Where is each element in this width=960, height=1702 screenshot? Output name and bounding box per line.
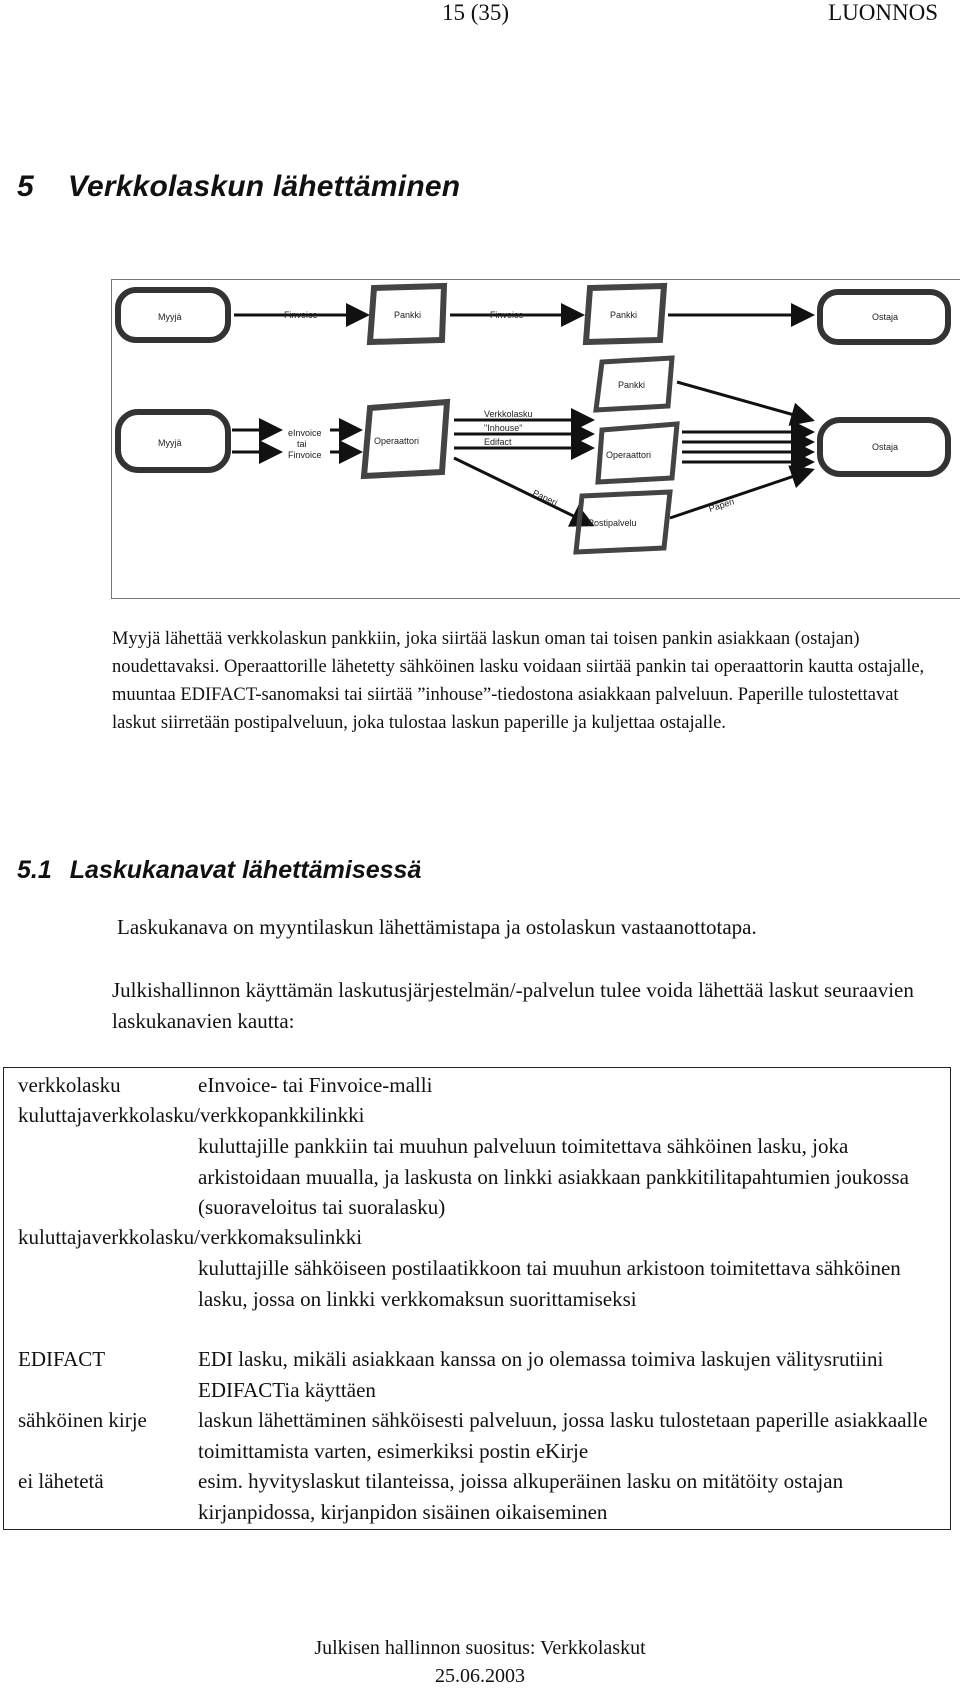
target-bank-label: Pankki (618, 380, 646, 390)
einvoice-label-line2: tai (297, 439, 307, 449)
section-title: Verkkolaskun lähettäminen (67, 170, 461, 203)
channel-def-verkkomaksulinkki: kuluttajille sähköiseen postilaatikkoon tai muuhun arkistoon toimitettava sähköinen lasku, jossa on linkki verkkomaksun suorittamiseksi (198, 1256, 901, 1311)
einvoice-label-line1: eInvoice (288, 428, 322, 438)
requirement-text: Julkishallinnon käyttämän laskutusjärjestelmän/-palvelun tulee voida lähettää laskut seuraavien laskukanavien kautta: (112, 978, 914, 1033)
subsection-number: 5.1 (17, 856, 52, 884)
seller-label-1: Myyjä (158, 312, 182, 322)
postal-service-label: Postipalvelu (588, 518, 637, 528)
to-buyer-paper-label: Paperi (707, 496, 736, 514)
einvoice-label-line3: Finvoice (288, 450, 322, 460)
footer-date: 25.06.2003 (435, 1665, 525, 1687)
bank-label-1: Pankki (394, 310, 422, 320)
channels-table (3, 1067, 951, 1530)
row1-arrow2-label: Finvoice (490, 310, 524, 320)
channel-def-ei-laheteta: esim. hyvityslaskut tilanteissa, joissa alkuperäinen lasku on mitätöity ostajan kirjanpidossa, kirjanpidon sisäinen oikaiseminen (198, 1469, 844, 1524)
channel-definition: Laskukanava on myyntilaskun lähettämistapa ja ostolaskun vastaanottotapa. (117, 915, 757, 939)
channel-def-edifact: EDI lasku, mikäli asiakkaan kanssa on jo olemassa toimiva laskujen välitysrutiini EDIFACTia käyttäen (198, 1347, 884, 1402)
section-number: 5 (17, 170, 34, 203)
seller-label-2: Myyjä (158, 438, 182, 448)
row1-arrow1-label: Finvoice (284, 310, 318, 320)
subsection-title: Laskukanavat lähettämisessä (69, 856, 422, 884)
bank-label-2: Pankki (610, 310, 638, 320)
format-verkkolasku: Verkkolasku (484, 409, 533, 419)
channel-term-verkkolasku: verkkolasku (18, 1073, 121, 1097)
section-5-heading (17, 170, 460, 204)
section-5-1-heading (17, 856, 421, 885)
channel-term-ei-laheteta: ei lähetetä (18, 1469, 104, 1493)
target-operator-label: Operaattori (606, 450, 652, 460)
buyer-label-1: Ostaja (872, 312, 899, 322)
page-number: 15 (35) (442, 0, 510, 25)
buyer-label-2: Ostaja (872, 442, 899, 452)
draft-label: LUONNOS (828, 0, 938, 25)
diagram-description: Myyjä lähettää verkkolaskun pankkiin, joka siirtää laskun oman tai toisen pankin asiakkaan (ostajan) noudettavaksi. Operaattorille lähetetty sähköinen lasku voidaan siirtää pankin tai operaattorin kautta ostajalle, muuntaa EDIFACT-sanomaksi tai siirtää ”inhouse”-tiedostona asiakkaan palveluun. Paperille tulostettavat laskut siirretään postipalveluun, joka tulostaa laskun paperille ja kuljettaa ostajalle. (112, 629, 925, 733)
paper-arrow-label: Paperi (531, 487, 559, 508)
channel-term-kirje: sähköinen kirje (18, 1408, 147, 1432)
channel-term-edifact: EDIFACT (18, 1347, 106, 1371)
invoice-flow-diagram (111, 279, 960, 599)
channel-term-verkkopankkilinkki: kuluttajaverkkolasku/verkkopankkilinkki (18, 1103, 365, 1127)
format-inhouse: "Inhouse" (484, 423, 523, 433)
format-edifact: Edifact (484, 437, 512, 447)
operator-label: Operaattori (374, 436, 420, 446)
channel-def-verkkopankkilinkki: kuluttajille pankkiin tai muuhun palveluun toimitettava sähköinen lasku, joka arkistoidaan muualla, ja laskusta on linkki asiakkaan pankkitilitapahtumien joukossa (suoraveloitus tai suoralasku) (198, 1134, 909, 1219)
footer-title: Julkisen hallinnon suositus: Verkkolaskut (314, 1637, 646, 1659)
channel-def-kirje: laskun lähettäminen sähköisesti palveluun, jossa lasku tulostetaan paperille asiakkaalle toimittamista varten, esimerkiksi postin eKirje (198, 1408, 928, 1463)
channel-term-verkkomaksulinkki: kuluttajaverkkolasku/verkkomaksulinkki (18, 1225, 363, 1249)
channel-def-verkkolasku: eInvoice- tai Finvoice-malli (198, 1073, 433, 1097)
